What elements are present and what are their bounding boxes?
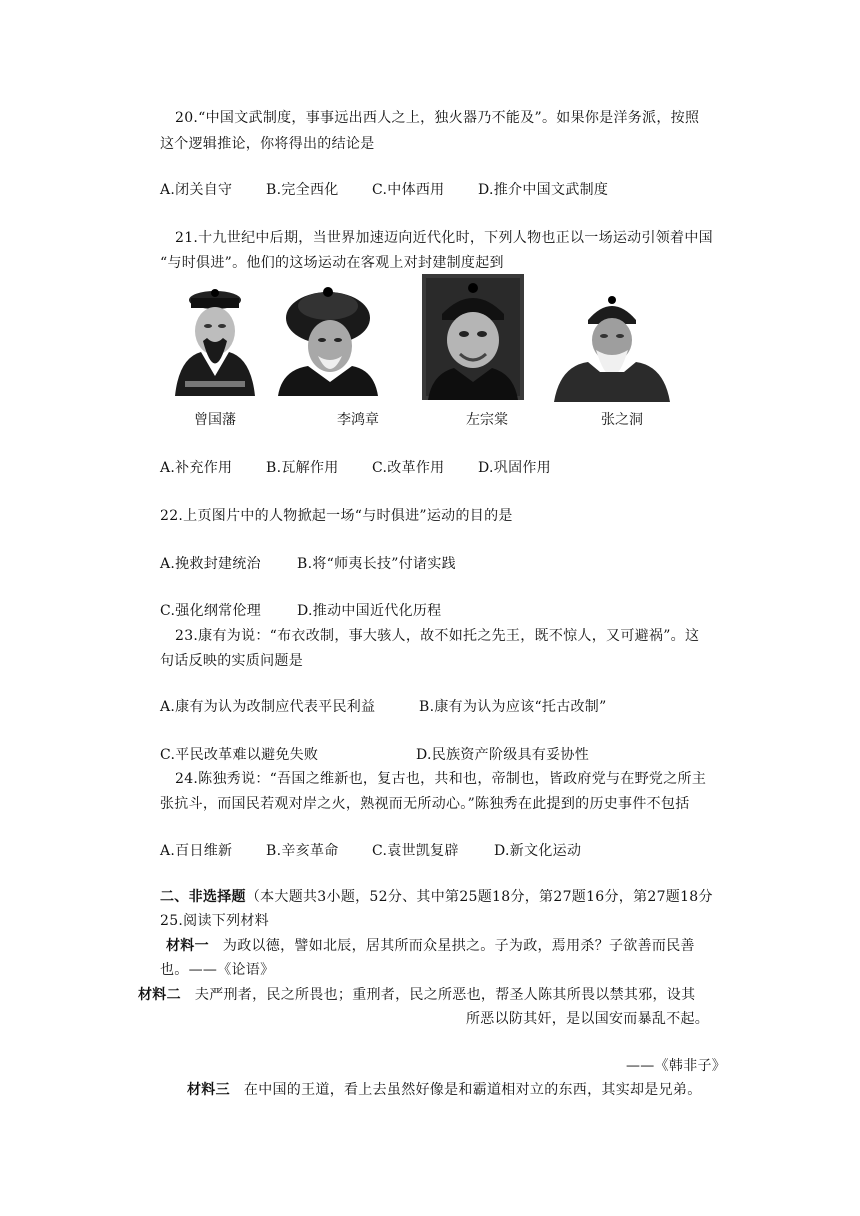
q24-options — [160, 841, 581, 861]
q23-stem-line1: 23.康有为说：“布衣改制，事大骇人，故不如托之先王，既不惊人，又可避祸”。这 — [175, 628, 700, 644]
material-2-text: 夫严刑者，民之所畏也；重刑者，民之所恶也，帮圣人陈其所畏以禁其邪，设其 — [194, 987, 696, 1003]
q22-option-c[interactable]: C.强化纲常伦理 — [160, 603, 262, 619]
q20-option-d[interactable]: D.推介中国文武制度 — [478, 182, 609, 198]
material-1-label: 材料一 — [166, 938, 209, 954]
q21-option-d[interactable]: D.巩固作用 — [478, 460, 551, 476]
q20-options — [160, 180, 608, 200]
q23-options-row1 — [160, 697, 607, 717]
q21-option-a[interactable]: A.补充作用 — [160, 460, 233, 476]
q24-stem-line2: 张抗斗，而国民若观对岸之火，熟视而无所动心。”陈独秀在此提到的历史事件不包括 — [160, 796, 690, 812]
q21-options — [160, 458, 551, 478]
portrait-zuo-zongtang — [422, 274, 524, 400]
material-3-text: 在中国的王道，看上去虽然好像是和霸道相对立的东西，其实却是兄弟。 — [243, 1082, 702, 1098]
section2-note: （本大题共3小题，52分、其中第25题18分，第27题16分，第27题18分 — [245, 889, 713, 905]
section2-title: 二、非选择题 — [160, 889, 246, 905]
q20-stem-line2: 这个逻辑推论，你将得出的结论是 — [160, 136, 375, 152]
material-2 — [138, 985, 695, 1005]
q20-option-c[interactable]: C.中体西用 — [372, 182, 445, 198]
section2-heading — [160, 887, 713, 907]
q23-stem-line2: 句话反映的实质问题是 — [160, 653, 303, 669]
q23-option-a[interactable]: A.康有为认为改制应代表平民利益 — [160, 699, 376, 715]
q21-stem-line1: 21.十九世纪中后期，当世界加速迈向近代化时，下列人物也正以一场运动引领着中国 — [175, 230, 713, 246]
q24-option-a[interactable]: A.百日维新 — [160, 843, 233, 859]
portrait-li-hongzhang — [278, 286, 378, 396]
q23-option-b[interactable]: B.康有为认为应该“托古改制” — [419, 699, 607, 715]
caption-zhang-zhidong: 张之洞 — [601, 412, 643, 428]
q23-option-d[interactable]: D.民族资产阶级具有妥协性 — [416, 747, 590, 763]
portrait-zhang-zhidong — [552, 292, 672, 402]
q22-options-row2 — [160, 601, 441, 621]
q20-stem-line1: 20.“中国文武制度，事事远出西人之上，独火器乃不能及”。如果你是洋务派，按照 — [175, 110, 700, 126]
material-1-cont: 也。——《论语》 — [160, 962, 275, 978]
q24-stem-line1: 24.陈独秀说：“吾国之维新也，复古也，共和也，帝制也，皆政府党与在野党之所主 — [175, 771, 707, 787]
q21-option-b[interactable]: B.瓦解作用 — [266, 460, 339, 476]
q21-stem-line2: “与时俱进”。他们的这场运动在客观上对封建制度起到 — [160, 255, 504, 271]
q22-stem: 22.上页图片中的人物掀起一场“与时俱进”运动的目的是 — [160, 508, 513, 524]
material-1-text: 为政以德，譬如北辰，居其所而众星拱之。子为政，焉用杀？子欲善而民善 — [222, 938, 695, 954]
material-2-cont: 所恶以防其奸，是以国安而暴乱不起。 — [466, 1011, 710, 1027]
q22-options-row1 — [160, 554, 456, 574]
q23-options-row2 — [160, 745, 589, 765]
caption-zeng-guofan: 曾国藩 — [194, 412, 236, 428]
material-3-label: 材料三 — [187, 1082, 230, 1098]
material-3 — [187, 1080, 702, 1100]
q24-option-c[interactable]: C.袁世凯复辟 — [372, 843, 459, 859]
q22-option-d[interactable]: D.推动中国近代化历程 — [297, 603, 442, 619]
material-1 — [166, 936, 695, 956]
q24-option-d[interactable]: D.新文化运动 — [494, 843, 582, 859]
portrait-zeng-guofan — [165, 286, 265, 396]
q20-option-a[interactable]: A.闭关自守 — [160, 182, 233, 198]
q22-option-b[interactable]: B.将“师夷长技”付诸实践 — [297, 556, 456, 572]
q21-option-c[interactable]: C.改革作用 — [372, 460, 445, 476]
q20-option-b[interactable]: B.完全西化 — [266, 182, 339, 198]
q22-option-a[interactable]: A.挽救封建统治 — [160, 556, 261, 572]
caption-zuo-zongtang: 左宗棠 — [466, 412, 508, 428]
q23-option-c[interactable]: C.平民改革难以避免失败 — [160, 747, 319, 763]
caption-li-hongzhang: 李鸿章 — [337, 412, 379, 428]
q24-option-b[interactable]: B.辛亥革命 — [266, 843, 339, 859]
q25-intro: 25.阅读下列材料 — [160, 913, 269, 929]
material-2-label: 材料二 — [138, 987, 181, 1003]
material-2-source: ——《韩非子》 — [626, 1058, 727, 1074]
